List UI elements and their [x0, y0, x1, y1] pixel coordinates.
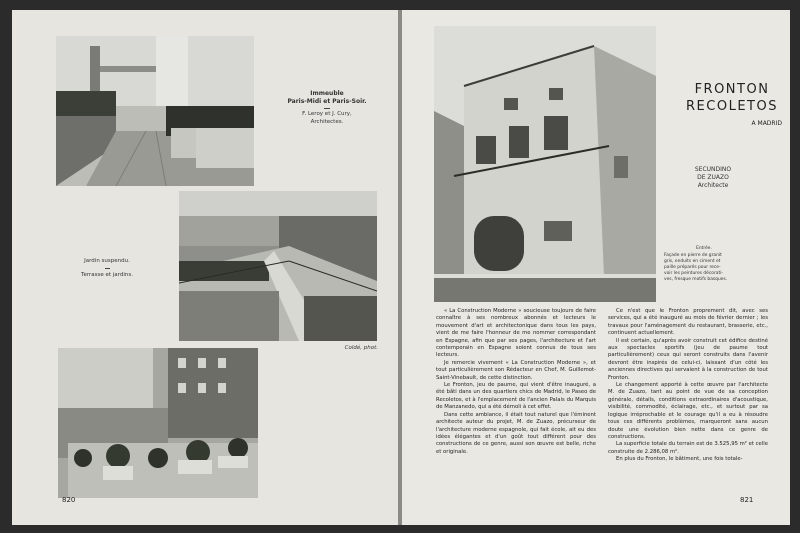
left-page	[12, 10, 398, 525]
photo-caption-line: Entrée.	[696, 246, 712, 251]
caption-garden-line2: Terrasse et jardins.	[81, 272, 133, 279]
page-number-right: 821	[740, 496, 754, 504]
caption-building-title2: Paris-Midi et Paris-Soir.	[287, 98, 367, 106]
photo-fronton-building	[434, 26, 656, 302]
photo-caption-line: gris, enduits en ciment et	[664, 259, 721, 264]
photo-caption-line: ves, fresque motifs basques.	[664, 277, 728, 282]
photo-caption-line: voir les peintures décorati-	[664, 271, 724, 276]
caption-building-credit1: F. Leroy et J. Cury,	[302, 111, 352, 118]
caption-garden-line1: Jardin suspendu.	[84, 258, 130, 264]
caption-garden	[67, 258, 147, 280]
page-number-left: 820	[62, 496, 76, 504]
caption-building	[282, 90, 372, 126]
paragraph: La superficie totale du terrain est de 3.525,95 m² et celle construite de 2.286,08 m².	[608, 441, 768, 455]
paragraph: « La Construction Moderne » soucieuse toujours de faire connaître à ses nombreux abonnés et lecteurs le mouvement d'art et architectonique dans tous les pays, vient de me faire l'honneur de me nommer correspondant en Espagne, afin que par ses pages, l'architecture et l'art contemporain en Espagne soient connus de tous ses lecteurs.	[436, 308, 596, 359]
photo-caption-line: Façade en pierre de granit	[664, 253, 722, 258]
photo-caption-line: paille préparés pour rece-	[664, 265, 721, 270]
title-city: A MADRID	[751, 120, 782, 127]
architect-role: Architecte	[697, 182, 729, 190]
title-recoletos: RECOLETOS	[686, 99, 778, 114]
paragraph: Le Fronton, jeu de paume, qui vient d'être inauguré, a été bâti dans un des quartiers chics de Madrid, le Paseo de Recoletos, et à l'emplacement de l'ancien Palais du Marquis de Manzanedo, qui a été démoli à cet effet.	[436, 382, 596, 411]
architect-name2: DE ZUAZO	[697, 174, 729, 182]
paragraph: En plus du Fronton, le bâtiment, une fois totale-	[616, 456, 743, 463]
article-column-1	[436, 308, 596, 456]
caption-building-credit2: Architectes.	[310, 118, 344, 125]
paragraph: Je remercie vivement « La Construction Moderne », et tout particulièrement son Rédacteur en Chef, M. Guillemot-Saint-Vinebault, de cette distinction.	[436, 359, 596, 381]
photo-caption-right	[664, 246, 744, 283]
paragraph: Ce n'est que le Fronton proprement dit, avec ses services, qui a été inauguré au mois de février dernier ; les travaux pour l'aménagement du restaurant, brasserie, etc., continuent actuellement.	[608, 308, 768, 337]
architect-name1: SECUNDINO	[694, 166, 732, 173]
paragraph: Il est certain, qu'après avoir construit cet édifice destiné aux spectacles sportifs (jeu de paume tout particulièrement) ceux qui seront construits dans l'avenir devront être inspirés de celui-ci, laissant d'un côté les anciennes directives qui servaient à la construction de tout Fronton.	[608, 337, 768, 381]
article-title	[682, 82, 782, 127]
architect-credit	[682, 166, 744, 190]
article-column-2	[608, 308, 768, 464]
photo-roof-terrace	[56, 36, 254, 186]
photo-credit: Coldé, phot.	[344, 345, 378, 351]
caption-building-title1: Immeuble	[310, 90, 344, 97]
photo-terraces	[179, 191, 377, 341]
right-page	[402, 10, 790, 525]
title-fronton: FRONTON	[694, 82, 770, 97]
photo-garden	[58, 348, 258, 498]
paragraph: Dans cette ambiance, il était tout naturel que l'éminent architecte auteur du projet, M. de Zuazo, précurseur de l'architecture moderne espagnole, qui fait école, ait eu des idées élégantes et d'un goût tout différent pour des constructions de ce genre, aussi son œuvre est belle, riche et originale.	[436, 411, 596, 455]
paragraph: Le changement apporté à cette œuvre par l'architecte M. de Zuazo, tant au point de vue de sa conception générale, détails, conditions extraordinaires d'acoustique, visibilité, commodité, éclairage, etc., et surtout par sa logique irréprochable et le courage qu'il a eu à résoudre tous ces différents problèmes, marqueront sans aucun doute une évolution bien nette dans ce genre de constructions.	[608, 382, 768, 440]
